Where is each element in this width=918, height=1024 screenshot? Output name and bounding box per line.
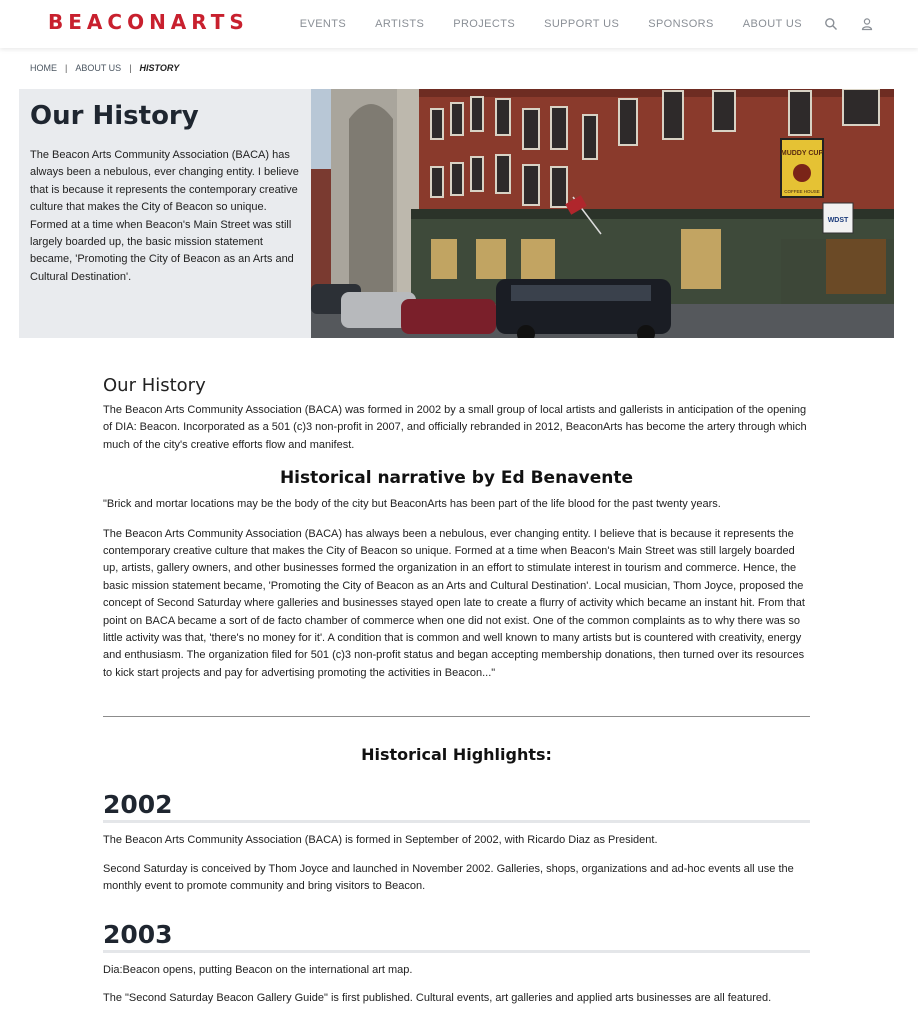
nav-sponsors[interactable]: SPONSORS (648, 18, 714, 30)
year-section-2002 (103, 790, 810, 895)
highlight-item: Dia:Beacon opens, putting Beacon on the international art map. (103, 963, 413, 976)
year-section-2003 (103, 920, 810, 1008)
intro-text: The Beacon Arts Community Association (BACA) was formed in 2002 by a small group of local artists and gallerists in anticipation of the opening of DIA: Beacon. Incorporated as a 501 (c)3 non-profit in 2007, and officially rebranded in 2012, BeaconArts has become the artery through which much of the city's creative efforts flow and manifest. (103, 404, 807, 451)
nav-artists[interactable]: ARTISTS (375, 18, 425, 30)
main-nav (271, 0, 874, 48)
breadcrumb-separator: | (129, 63, 132, 73)
breadcrumb-about-us[interactable]: ABOUT US (75, 63, 122, 73)
brand-logo[interactable]: BEACONARTS (48, 10, 249, 34)
narrative-body: The Beacon Arts Community Association (BACA) has always been a nebulous, ever changing entity. I believe that is because it represents the contemporary creative culture that makes the City of Beacon so unique. Formed at a time when Beacon's Main Street was still largely boarded up, artists, gallery owners, and other businesses formed the organization in an effort to stimulate interest in tourism and commerce. Hence, the basic mission statement became, 'Promoting the City of Beacon as an Arts and Cultural Destination'. Local musician, Thom Joyce, proposed the concept of Second Saturday where galleries and businesses stayed open late to create a flurry of activity which became an instant hit. From that point on BACA became a sort of de facto chamber of commerce when one did not exist. One of the common complaints as to why there was so little activity was that, 'there's no money for it'. A condition that is common and well known to many artists but is countered with creativity, energy and enthusiasm. The organization filed for 501 (c)3 non-profit status and began accepting membership donations, then turned over its resources to kick start projects and pay for advertising promoting the activities in Beacon..." (103, 527, 805, 679)
highlights-title: Historical Highlights: (361, 745, 552, 765)
hero-title: Our History (30, 101, 199, 131)
shop-sign-subtext: COFFEE HOUSE (784, 189, 820, 194)
wdst-sign-text: WDST (827, 217, 849, 224)
hero-text-panel (19, 89, 311, 338)
highlight-item: The "Second Saturday Beacon Gallery Guide" is first published. Cultural events, art galleries and applied arts businesses are all featured. (103, 991, 772, 1004)
narrative-quote: "Brick and mortar locations may be the body of the city but BeaconArts has been part of the life blood for the past twenty years. (103, 498, 721, 511)
user-icon[interactable] (860, 17, 874, 31)
search-icon[interactable] (824, 17, 838, 31)
breadcrumb-separator: | (65, 63, 68, 73)
site-header (0, 0, 918, 48)
breadcrumb-home[interactable]: HOME (30, 63, 57, 73)
breadcrumb-current: HISTORY (139, 63, 180, 73)
highlight-item: Second Saturday is conceived by Thom Joyce and launched in November 2002. Galleries, shops, organizations and ad-hoc events all use the monthly event to promote community and bring visitors to Beacon. (103, 862, 794, 893)
hero-section (19, 89, 894, 338)
year-underline (103, 950, 810, 953)
hero-description: The Beacon Arts Community Association (BACA) has always been a nebulous, ever changing entity. I believe that is because it represents the contemporary creative culture that makes the City of Beacon so unique. Formed at a time when Beacon's Main Street was still largely boarded up, the basic mission statement became, 'Promoting the City of Beacon as an Arts and Cultural Destination'. (30, 149, 299, 283)
nav-about-us[interactable]: ABOUT US (742, 18, 802, 30)
main-street-photo (311, 89, 894, 338)
year-underline (103, 820, 810, 823)
nav-projects[interactable]: PROJECTS (453, 18, 516, 30)
narrative-title: Historical narrative by Ed Benavente (279, 468, 634, 489)
main-content (103, 375, 810, 1007)
shop-sign-text: MUDDY CUP (780, 150, 824, 157)
breadcrumb (30, 63, 179, 73)
intro-title: Our History (103, 375, 206, 396)
year-heading: 2002 (103, 790, 173, 820)
year-heading: 2003 (103, 919, 173, 949)
highlight-item: The Beacon Arts Community Association (BACA) is formed in September of 2002, with Ricardo Diaz as President. (103, 834, 658, 847)
nav-events[interactable]: EVENTS (299, 18, 347, 30)
section-divider (103, 716, 810, 717)
nav-support-us[interactable]: SUPPORT US (544, 18, 620, 30)
